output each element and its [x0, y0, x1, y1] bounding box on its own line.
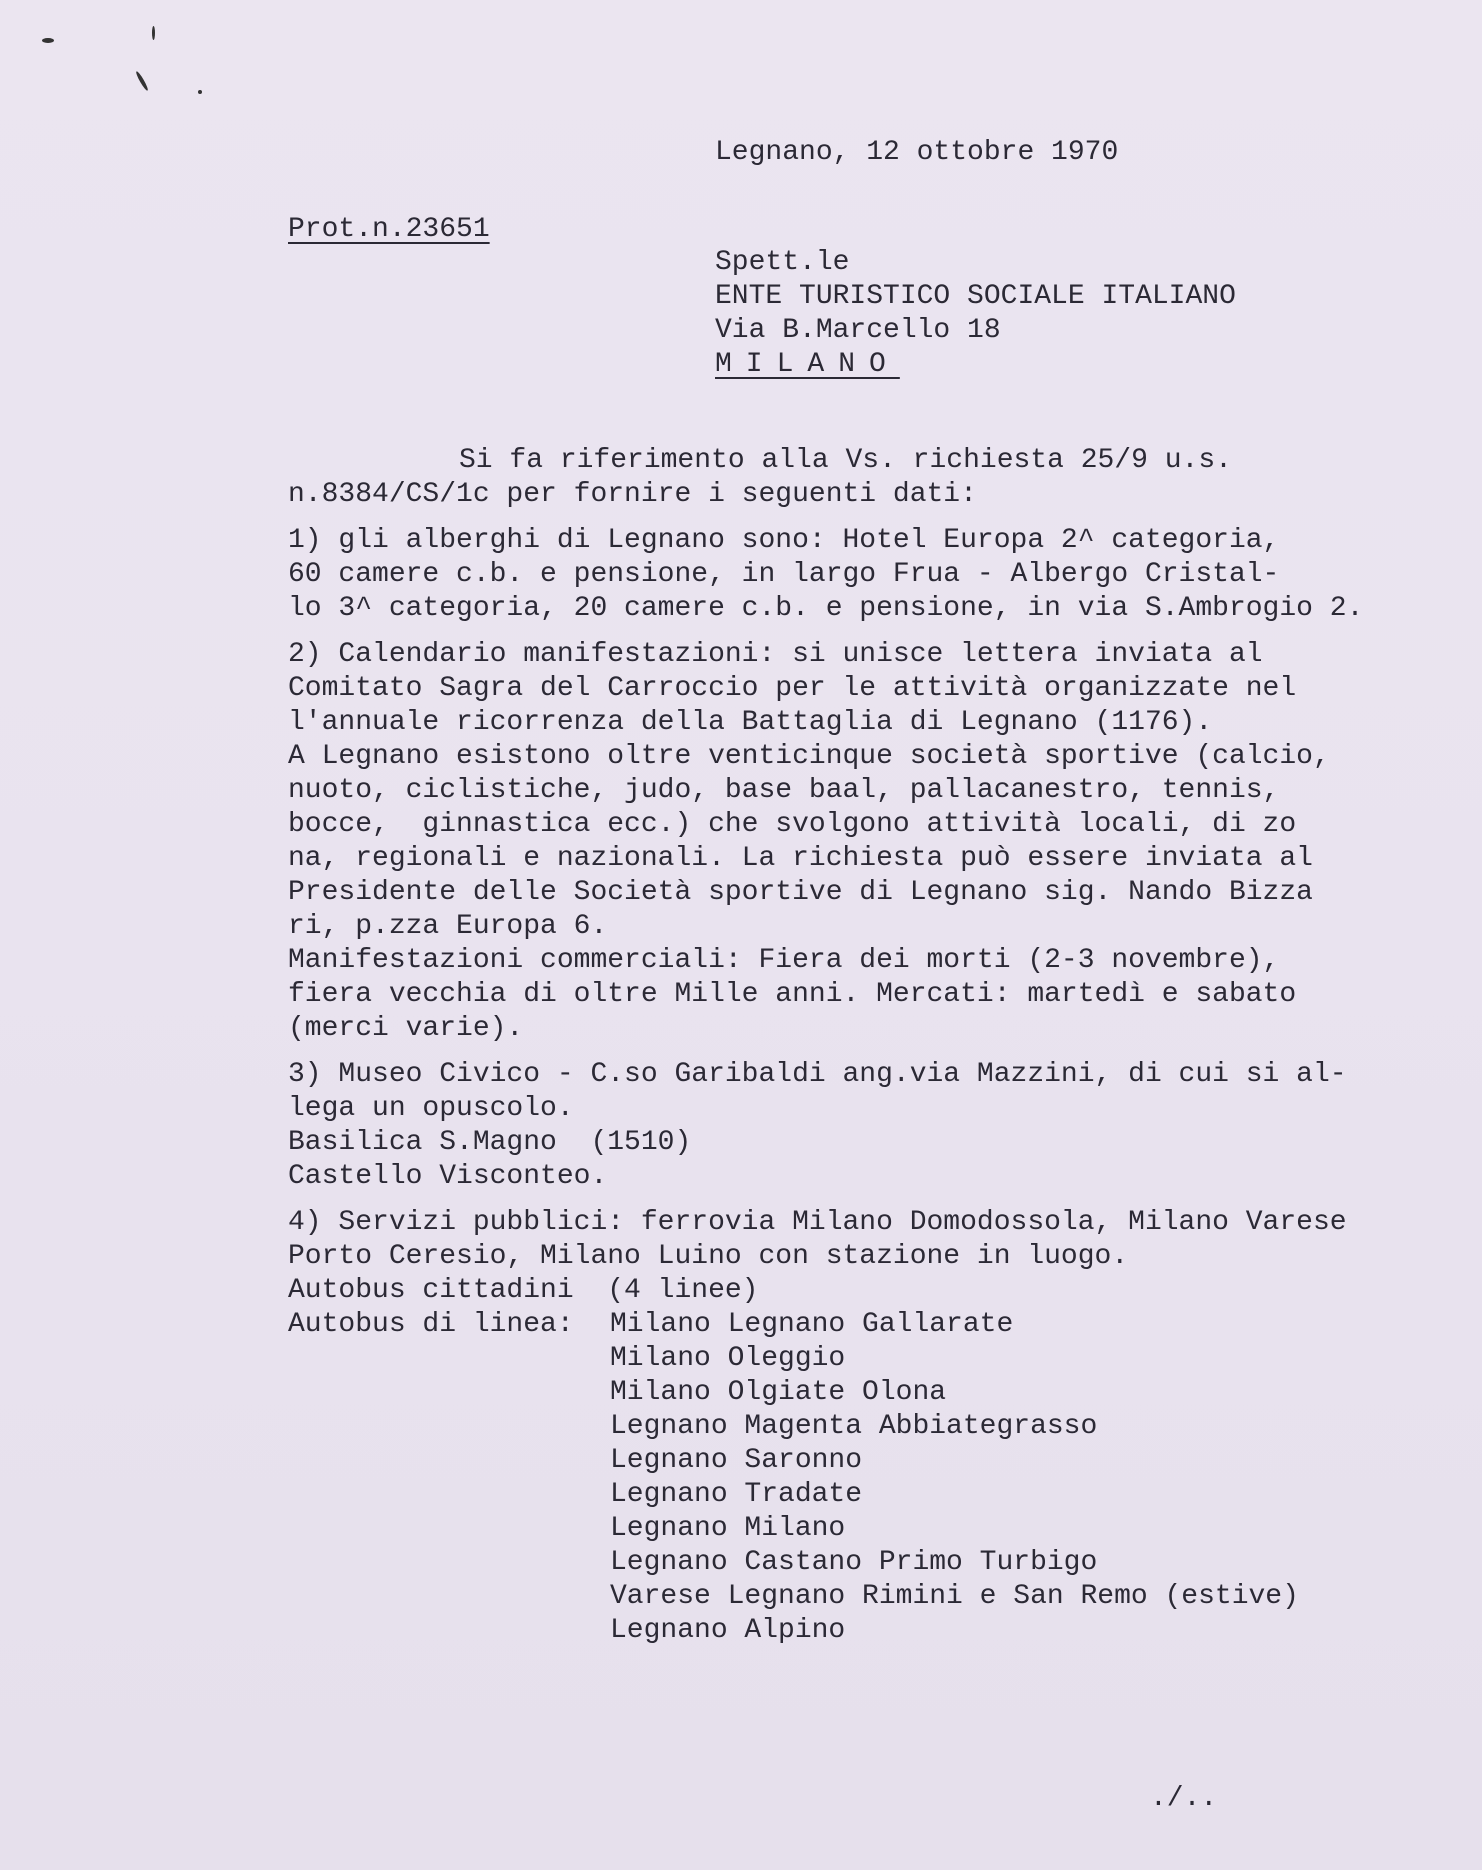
bus-line: Milano Oleggio	[610, 1343, 846, 1374]
bus-line: Legnano Castano Primo Turbigo	[610, 1547, 1098, 1578]
text-line: lo 3^ categoria, 20 camere c.b. e pensione, in via S.Ambrogio 2.	[288, 593, 1364, 624]
text-line: bocce, ginnastica ecc.) che svolgono attività locali, di zo	[288, 809, 1297, 840]
recipient-street: Via B.Marcello 18	[715, 315, 1001, 346]
recipient-salutation: Spett.le	[715, 247, 850, 278]
text-line: nuoto, ciclistiche, judo, base baal, pallacanestro, tennis,	[288, 775, 1280, 806]
ink-speck	[42, 38, 54, 43]
bus-line: Varese Legnano Rimini e San Remo (estive)	[610, 1581, 1299, 1612]
bus-label: Autobus di linea:	[288, 1309, 574, 1340]
text-line: fiera vecchia di oltre Mille anni. Mercati: martedì e sabato	[288, 979, 1297, 1010]
intro-line: Si fa riferimento alla Vs. richiesta 25/9 u.s.	[459, 445, 1232, 476]
bus-line: Legnano Alpino	[610, 1615, 846, 1646]
section-2	[288, 638, 1363, 1046]
text-line: Autobus cittadini (4 linee)	[288, 1275, 759, 1306]
text-line: ri, p.zza Europa 6.	[288, 911, 608, 942]
text-line: 1) gli alberghi di Legnano sono: Hotel Europa 2^ categoria,	[288, 525, 1280, 556]
section-4	[288, 1206, 1363, 1648]
recipient-name: ENTE TURISTICO SOCIALE ITALIANO	[715, 281, 1236, 312]
recipient-city: MILANO	[715, 349, 900, 380]
bus-line: Legnano Milano	[610, 1513, 846, 1544]
text-line: lega un opuscolo.	[288, 1093, 574, 1124]
text-line: l'annuale ricorrenza della Battaglia di Legnano (1176).	[288, 707, 1213, 738]
protocol-number: Prot.n.23651	[288, 214, 490, 245]
ink-speck	[198, 90, 202, 94]
text-line: Porto Ceresio, Milano Luino con stazione in luogo.	[288, 1241, 1129, 1272]
text-line: Basilica S.Magno (1510)	[288, 1127, 692, 1158]
text-line: 2) Calendario manifestazioni: si unisce lettera inviata al	[288, 639, 1263, 670]
text-line: Presidente delle Società sportive di Legnano sig. Nando Bizza	[288, 877, 1313, 908]
text-line: Castello Visconteo.	[288, 1161, 608, 1192]
ink-speck	[152, 26, 155, 40]
bus-line: Legnano Tradate	[610, 1479, 863, 1510]
bus-line: Milano Legnano Gallarate	[610, 1309, 1014, 1340]
continuation-mark: ./..	[1150, 1783, 1218, 1814]
bus-lines-list	[610, 1308, 1299, 1648]
bus-line: Milano Olgiate Olona	[610, 1377, 947, 1408]
text-line: 60 camere c.b. e pensione, in largo Frua - Albergo Cristal-	[288, 559, 1280, 590]
section-3	[288, 1058, 1363, 1194]
text-line: Comitato Sagra del Carroccio per le attività organizzate nel	[288, 673, 1297, 704]
text-line: 3) Museo Civico - C.so Garibaldi ang.via Mazzini, di cui si al-	[288, 1059, 1347, 1090]
section-1	[288, 524, 1363, 626]
date-line: Legnano, 12 ottobre 1970	[715, 137, 1119, 168]
text-line: A Legnano esistono oltre venticinque società sportive (calcio,	[288, 741, 1330, 772]
bus-line: Legnano Magenta Abbiategrasso	[610, 1411, 1098, 1442]
text-line: na, regionali e nazionali. La richiesta può essere inviata al	[288, 843, 1313, 874]
bus-line: Legnano Saronno	[610, 1445, 863, 1476]
intro-line: n.8384/CS/1c per fornire i seguenti dati:	[288, 479, 977, 510]
text-line: 4) Servizi pubblici: ferrovia Milano Domodossola, Milano Varese	[288, 1207, 1347, 1238]
text-line: Manifestazioni commerciali: Fiera dei morti (2-3 novembre),	[288, 945, 1280, 976]
text-line: (merci varie).	[288, 1013, 524, 1044]
letter-body	[288, 444, 1363, 1648]
ink-speck	[135, 70, 149, 91]
recipient-address	[715, 246, 1236, 382]
